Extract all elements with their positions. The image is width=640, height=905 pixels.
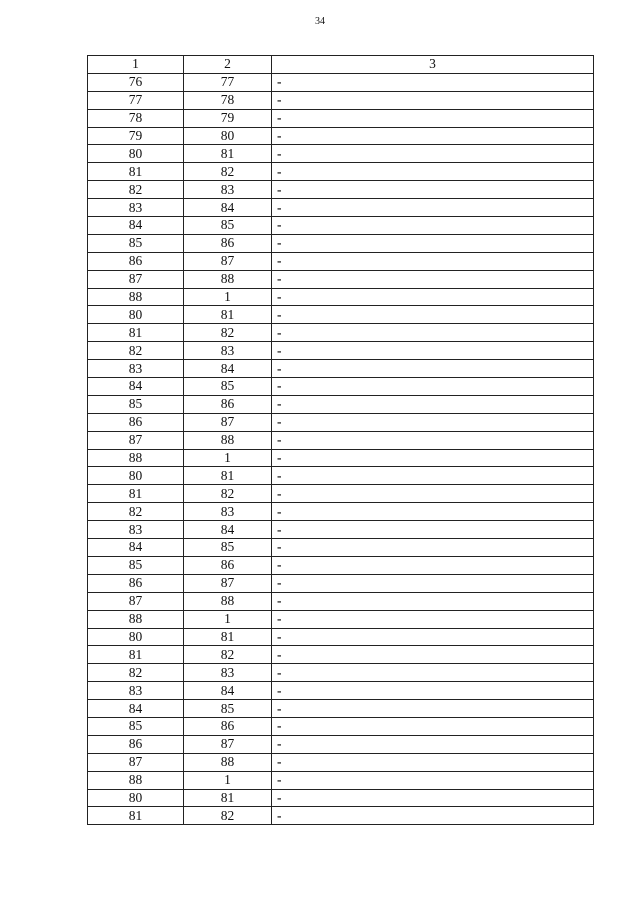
table-cell-2: 86 bbox=[184, 556, 272, 574]
table-row bbox=[88, 700, 594, 718]
table-body bbox=[88, 73, 594, 824]
table-row bbox=[88, 360, 594, 378]
table-row bbox=[88, 109, 594, 127]
table-cell-3: - bbox=[272, 109, 594, 127]
table-cell-1: 80 bbox=[88, 467, 184, 485]
column-header-1: 1 bbox=[88, 56, 184, 74]
table-cell-3: - bbox=[272, 503, 594, 521]
table-cell-3: - bbox=[272, 485, 594, 503]
table-cell-1: 81 bbox=[88, 163, 184, 181]
table-cell-3: - bbox=[272, 199, 594, 217]
table-row bbox=[88, 217, 594, 235]
table-cell-2: 87 bbox=[184, 252, 272, 270]
table-cell-2: 81 bbox=[184, 306, 272, 324]
table-cell-1: 87 bbox=[88, 592, 184, 610]
table-row bbox=[88, 574, 594, 592]
table-row bbox=[88, 306, 594, 324]
table-cell-3: - bbox=[272, 789, 594, 807]
table-cell-3: - bbox=[272, 521, 594, 539]
table-cell-3: - bbox=[272, 700, 594, 718]
table-cell-3: - bbox=[272, 431, 594, 449]
table-cell-1: 88 bbox=[88, 610, 184, 628]
table-cell-1: 85 bbox=[88, 717, 184, 735]
table-cell-3: - bbox=[272, 574, 594, 592]
table-row bbox=[88, 73, 594, 91]
table-row bbox=[88, 449, 594, 467]
table-cell-2: 82 bbox=[184, 163, 272, 181]
table-cell-1: 84 bbox=[88, 539, 184, 557]
table-cell-3: - bbox=[272, 646, 594, 664]
table-cell-3: - bbox=[272, 252, 594, 270]
table-cell-2: 82 bbox=[184, 807, 272, 825]
page-number: 34 bbox=[315, 16, 325, 27]
table-cell-2: 86 bbox=[184, 234, 272, 252]
table-cell-1: 86 bbox=[88, 574, 184, 592]
table-cell-3: - bbox=[272, 413, 594, 431]
table-row bbox=[88, 234, 594, 252]
table-row bbox=[88, 682, 594, 700]
table-cell-3: - bbox=[272, 628, 594, 646]
table-cell-1: 86 bbox=[88, 252, 184, 270]
table-cell-3: - bbox=[272, 467, 594, 485]
table-cell-3: - bbox=[272, 539, 594, 557]
table-cell-3: - bbox=[272, 288, 594, 306]
table-cell-3: - bbox=[272, 73, 594, 91]
table-cell-1: 76 bbox=[88, 73, 184, 91]
table-cell-2: 81 bbox=[184, 628, 272, 646]
table-cell-1: 85 bbox=[88, 395, 184, 413]
table-cell-3: - bbox=[272, 610, 594, 628]
table-cell-3: - bbox=[272, 360, 594, 378]
table-cell-1: 87 bbox=[88, 270, 184, 288]
table-cell-1: 82 bbox=[88, 664, 184, 682]
table-cell-3: - bbox=[272, 717, 594, 735]
table-cell-3: - bbox=[272, 306, 594, 324]
table-cell-1: 87 bbox=[88, 753, 184, 771]
table-cell-1: 83 bbox=[88, 682, 184, 700]
table-row bbox=[88, 735, 594, 753]
table-cell-1: 80 bbox=[88, 306, 184, 324]
table-cell-1: 82 bbox=[88, 342, 184, 360]
table-cell-3: - bbox=[272, 91, 594, 109]
table-cell-1: 80 bbox=[88, 628, 184, 646]
table-cell-1: 85 bbox=[88, 556, 184, 574]
table-row bbox=[88, 753, 594, 771]
table-cell-2: 82 bbox=[184, 646, 272, 664]
table-cell-2: 85 bbox=[184, 378, 272, 396]
table-cell-3: - bbox=[272, 270, 594, 288]
table-cell-1: 88 bbox=[88, 288, 184, 306]
table-cell-1: 84 bbox=[88, 700, 184, 718]
table-cell-3: - bbox=[272, 807, 594, 825]
table-cell-2: 81 bbox=[184, 789, 272, 807]
table-row bbox=[88, 503, 594, 521]
table-cell-2: 88 bbox=[184, 270, 272, 288]
table-row bbox=[88, 342, 594, 360]
table-cell-1: 86 bbox=[88, 413, 184, 431]
table-row bbox=[88, 413, 594, 431]
table-cell-2: 87 bbox=[184, 413, 272, 431]
table-cell-2: 1 bbox=[184, 771, 272, 789]
table-row bbox=[88, 324, 594, 342]
table-cell-2: 80 bbox=[184, 127, 272, 145]
table-cell-2: 82 bbox=[184, 485, 272, 503]
table-row bbox=[88, 431, 594, 449]
table-cell-3: - bbox=[272, 664, 594, 682]
table-row bbox=[88, 127, 594, 145]
table-row bbox=[88, 628, 594, 646]
table-row bbox=[88, 485, 594, 503]
table-row bbox=[88, 163, 594, 181]
table-row bbox=[88, 664, 594, 682]
table-cell-2: 87 bbox=[184, 574, 272, 592]
table-cell-1: 88 bbox=[88, 771, 184, 789]
table-cell-2: 86 bbox=[184, 717, 272, 735]
table-cell-2: 83 bbox=[184, 664, 272, 682]
table-row bbox=[88, 556, 594, 574]
table-cell-2: 83 bbox=[184, 503, 272, 521]
table-cell-1: 81 bbox=[88, 807, 184, 825]
table-cell-2: 85 bbox=[184, 700, 272, 718]
table-cell-2: 82 bbox=[184, 324, 272, 342]
table-row bbox=[88, 270, 594, 288]
table-cell-1: 81 bbox=[88, 485, 184, 503]
data-table bbox=[87, 55, 594, 825]
table-cell-2: 85 bbox=[184, 217, 272, 235]
column-header-3: 3 bbox=[272, 56, 594, 74]
table-cell-3: - bbox=[272, 449, 594, 467]
table-row bbox=[88, 91, 594, 109]
table-cell-3: - bbox=[272, 753, 594, 771]
table-cell-3: - bbox=[272, 127, 594, 145]
table-cell-3: - bbox=[272, 378, 594, 396]
table-cell-3: - bbox=[272, 556, 594, 574]
table-row bbox=[88, 610, 594, 628]
table-cell-2: 84 bbox=[184, 521, 272, 539]
table-cell-1: 87 bbox=[88, 431, 184, 449]
table-cell-2: 84 bbox=[184, 199, 272, 217]
table-row bbox=[88, 288, 594, 306]
table-cell-3: - bbox=[272, 395, 594, 413]
table-cell-2: 79 bbox=[184, 109, 272, 127]
table-cell-1: 85 bbox=[88, 234, 184, 252]
table-cell-1: 83 bbox=[88, 360, 184, 378]
table-cell-2: 81 bbox=[184, 145, 272, 163]
table-cell-1: 80 bbox=[88, 789, 184, 807]
table-cell-3: - bbox=[272, 181, 594, 199]
table-cell-3: - bbox=[272, 324, 594, 342]
table-cell-3: - bbox=[272, 592, 594, 610]
table-cell-2: 86 bbox=[184, 395, 272, 413]
table-row bbox=[88, 807, 594, 825]
header-row bbox=[88, 56, 594, 74]
table-row bbox=[88, 378, 594, 396]
table-cell-1: 80 bbox=[88, 145, 184, 163]
table-cell-1: 82 bbox=[88, 181, 184, 199]
table-row bbox=[88, 252, 594, 270]
table-header bbox=[88, 56, 594, 74]
table-cell-3: - bbox=[272, 682, 594, 700]
table-row bbox=[88, 395, 594, 413]
table-cell-3: - bbox=[272, 145, 594, 163]
table-cell-2: 84 bbox=[184, 682, 272, 700]
table-cell-1: 83 bbox=[88, 521, 184, 539]
table-cell-1: 81 bbox=[88, 646, 184, 664]
table-row bbox=[88, 646, 594, 664]
column-header-2: 2 bbox=[184, 56, 272, 74]
table-cell-2: 81 bbox=[184, 467, 272, 485]
table-cell-1: 84 bbox=[88, 217, 184, 235]
table-cell-3: - bbox=[272, 735, 594, 753]
table-row bbox=[88, 539, 594, 557]
table-cell-3: - bbox=[272, 771, 594, 789]
table-cell-2: 83 bbox=[184, 181, 272, 199]
table-cell-1: 88 bbox=[88, 449, 184, 467]
table-cell-2: 77 bbox=[184, 73, 272, 91]
table-cell-2: 1 bbox=[184, 610, 272, 628]
table-cell-1: 84 bbox=[88, 378, 184, 396]
table-cell-1: 83 bbox=[88, 199, 184, 217]
table-cell-3: - bbox=[272, 342, 594, 360]
table-cell-2: 84 bbox=[184, 360, 272, 378]
table-cell-2: 88 bbox=[184, 431, 272, 449]
table-cell-3: - bbox=[272, 163, 594, 181]
table-cell-3: - bbox=[272, 217, 594, 235]
table-cell-1: 82 bbox=[88, 503, 184, 521]
table-cell-2: 78 bbox=[184, 91, 272, 109]
table-cell-2: 83 bbox=[184, 342, 272, 360]
table-cell-3: - bbox=[272, 234, 594, 252]
table-cell-2: 87 bbox=[184, 735, 272, 753]
table-row bbox=[88, 717, 594, 735]
table-cell-1: 86 bbox=[88, 735, 184, 753]
table-cell-2: 1 bbox=[184, 449, 272, 467]
table-row bbox=[88, 789, 594, 807]
table-cell-2: 88 bbox=[184, 753, 272, 771]
table-row bbox=[88, 521, 594, 539]
table-row bbox=[88, 771, 594, 789]
table-cell-2: 1 bbox=[184, 288, 272, 306]
table-row bbox=[88, 592, 594, 610]
table-cell-1: 77 bbox=[88, 91, 184, 109]
table-row bbox=[88, 199, 594, 217]
table-cell-1: 81 bbox=[88, 324, 184, 342]
table-cell-1: 79 bbox=[88, 127, 184, 145]
table-cell-1: 78 bbox=[88, 109, 184, 127]
table-cell-2: 85 bbox=[184, 539, 272, 557]
table-row bbox=[88, 467, 594, 485]
table-row bbox=[88, 181, 594, 199]
table-row bbox=[88, 145, 594, 163]
table-cell-2: 88 bbox=[184, 592, 272, 610]
